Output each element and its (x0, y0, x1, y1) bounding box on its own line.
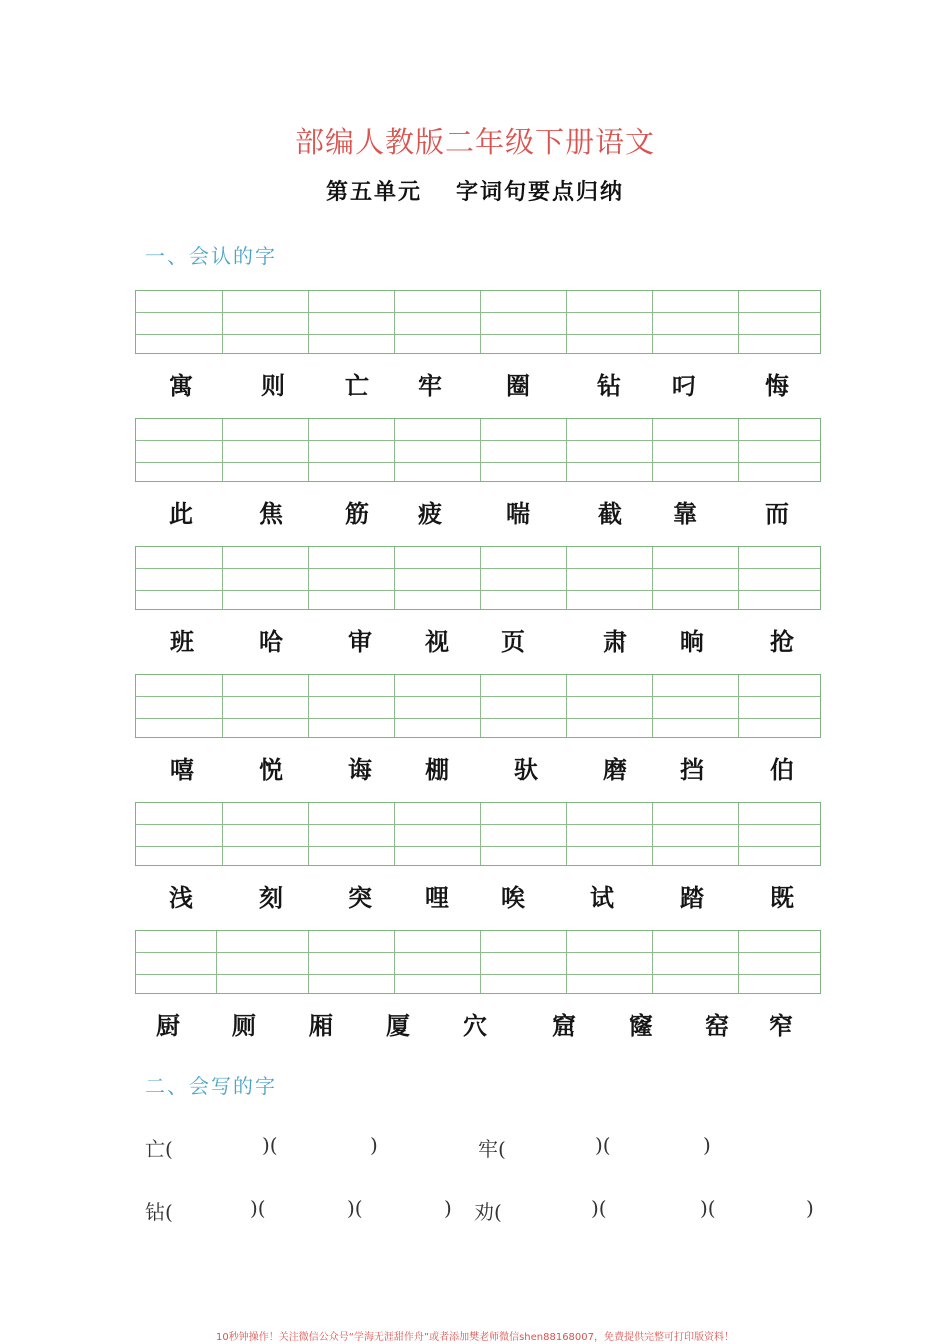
recognize-char: 筋 (345, 500, 369, 528)
recognize-char: 叼 (672, 372, 696, 400)
tianzige-grid (135, 802, 821, 866)
page-subtitle (0, 175, 950, 206)
recognize-char: 而 (765, 500, 789, 528)
grid-rule-vertical (738, 419, 739, 481)
recognize-char: 驮 (514, 756, 538, 784)
grid-rule-vertical (480, 291, 481, 353)
recognize-char: 悔 (765, 372, 789, 400)
grid-rule-vertical (652, 931, 653, 993)
write-item-text: ) (703, 1133, 711, 1157)
recognize-char: 焦 (259, 500, 283, 528)
recognize-char: 亡 (345, 372, 369, 400)
grid-rule-vertical (308, 803, 309, 865)
write-item-text: )( (700, 1196, 716, 1220)
grid-rule-vertical (566, 675, 567, 737)
tianzige-grid (135, 674, 821, 738)
grid-rule-vertical (566, 419, 567, 481)
grid-rule-vertical (652, 547, 653, 609)
grid-rule-vertical (394, 419, 395, 481)
recognize-char: 肃 (603, 628, 627, 656)
recognize-char: 棚 (425, 756, 449, 784)
footer-note: 10秒钟操作！关注微信公众号“学海无涯甜作舟”或者添加樊老师微信shen88168007，免费提供完整可打印版资料！ (215, 1332, 735, 1343)
grid-rule-horizontal (136, 568, 820, 569)
write-item-text: 劝( (474, 1200, 502, 1224)
unit-label: 第五单元 (325, 179, 422, 205)
grid-rule-vertical (738, 675, 739, 737)
grid-rule-vertical (480, 675, 481, 737)
write-item-text: 钻( (145, 1200, 173, 1224)
grid-rule-vertical (222, 547, 223, 609)
recognize-char: 唉 (501, 884, 525, 912)
grid-rule-horizontal (136, 952, 820, 953)
recognize-char: 疲 (418, 500, 442, 528)
recognize-char: 试 (590, 884, 614, 912)
recognize-char: 截 (598, 500, 622, 528)
recognize-char: 窿 (629, 1012, 653, 1040)
grid-rule-vertical (480, 931, 481, 993)
grid-rule-vertical (738, 291, 739, 353)
grid-rule-vertical (738, 803, 739, 865)
write-item-text: )( (262, 1133, 278, 1157)
grid-rule-vertical (308, 931, 309, 993)
page-title: 部编人教版二年级下册语文 (294, 125, 655, 159)
recognize-char: 浅 (169, 884, 193, 912)
recognize-char: 嘻 (170, 756, 194, 784)
grid-rule-vertical (394, 675, 395, 737)
recognize-char: 钻 (597, 372, 621, 400)
recognize-char: 刻 (259, 884, 283, 912)
grid-rule-horizontal (136, 462, 820, 463)
write-item-text: ) (370, 1133, 378, 1157)
grid-rule-horizontal (136, 696, 820, 697)
recognize-char: 穴 (463, 1012, 487, 1040)
grid-rule-vertical (216, 931, 217, 993)
grid-rule-vertical (222, 803, 223, 865)
recognize-char: 班 (170, 628, 194, 656)
recognize-char: 伯 (770, 756, 794, 784)
write-item-text: ) (806, 1196, 814, 1220)
grid-rule-vertical (652, 675, 653, 737)
grid-rule-vertical (480, 547, 481, 609)
grid-rule-vertical (566, 291, 567, 353)
grid-rule-horizontal (136, 334, 820, 335)
grid-rule-vertical (308, 419, 309, 481)
grid-rule-vertical (738, 931, 739, 993)
tianzige-grid (135, 418, 821, 482)
recognize-char: 踏 (680, 884, 704, 912)
grid-rule-horizontal (136, 440, 820, 441)
write-item-text: 牢( (478, 1137, 506, 1161)
tianzige-grid (135, 930, 821, 994)
grid-rule-vertical (394, 803, 395, 865)
grid-rule-vertical (308, 291, 309, 353)
recognize-char: 挡 (680, 756, 704, 784)
grid-rule-vertical (308, 675, 309, 737)
recognize-char: 厦 (386, 1012, 410, 1040)
grid-rule-vertical (652, 803, 653, 865)
grid-rule-horizontal (136, 974, 820, 975)
grid-rule-vertical (394, 931, 395, 993)
grid-rule-vertical (480, 803, 481, 865)
grid-rule-vertical (308, 547, 309, 609)
grid-rule-vertical (738, 547, 739, 609)
write-item-text: )( (591, 1196, 607, 1220)
grid-rule-horizontal (136, 824, 820, 825)
grid-rule-vertical (566, 931, 567, 993)
grid-rule-vertical (652, 419, 653, 481)
recognize-char: 既 (770, 884, 794, 912)
recognize-char: 圈 (506, 372, 530, 400)
grid-rule-vertical (394, 547, 395, 609)
recognize-char: 窟 (552, 1012, 576, 1040)
recognize-char: 牢 (418, 372, 442, 400)
recognize-char: 晌 (680, 628, 704, 656)
write-item-text: )( (250, 1196, 266, 1220)
grid-rule-vertical (652, 291, 653, 353)
write-item-text: )( (595, 1133, 611, 1157)
recognize-char: 厕 (232, 1012, 256, 1040)
grid-rule-vertical (480, 419, 481, 481)
recognize-char: 此 (169, 500, 193, 528)
section-heading-write: 二、会写的字 (145, 1074, 277, 1098)
recognize-char: 窑 (705, 1012, 729, 1040)
grid-rule-horizontal (136, 846, 820, 847)
tianzige-grid (135, 290, 821, 354)
topic-label: 字词句要点归纳 (456, 179, 625, 205)
recognize-char: 窄 (769, 1012, 793, 1040)
recognize-char: 寓 (169, 372, 193, 400)
grid-rule-vertical (222, 419, 223, 481)
write-item-text: ) (444, 1196, 452, 1220)
recognize-char: 悦 (259, 756, 283, 784)
recognize-char: 磨 (603, 756, 627, 784)
write-item-text: )( (347, 1196, 363, 1220)
recognize-char: 哩 (425, 884, 449, 912)
grid-rule-vertical (222, 675, 223, 737)
recognize-char: 则 (261, 372, 285, 400)
grid-rule-horizontal (136, 590, 820, 591)
recognize-char: 喘 (506, 500, 530, 528)
recognize-char: 靠 (673, 500, 697, 528)
grid-rule-vertical (394, 291, 395, 353)
section-heading-recognize: 一、会认的字 (145, 244, 277, 268)
recognize-char: 抢 (770, 628, 794, 656)
grid-rule-vertical (222, 291, 223, 353)
grid-rule-vertical (566, 547, 567, 609)
recognize-char: 页 (501, 628, 525, 656)
recognize-char: 厨 (156, 1012, 180, 1040)
recognize-char: 审 (348, 628, 372, 656)
tianzige-grid (135, 546, 821, 610)
recognize-char: 突 (348, 884, 372, 912)
recognize-char: 厢 (309, 1012, 333, 1040)
recognize-char: 视 (425, 628, 449, 656)
grid-rule-horizontal (136, 718, 820, 719)
recognize-char: 哈 (259, 628, 283, 656)
recognize-char: 诲 (348, 756, 372, 784)
write-item-text: 亡( (145, 1137, 173, 1161)
grid-rule-vertical (566, 803, 567, 865)
grid-rule-horizontal (136, 312, 820, 313)
